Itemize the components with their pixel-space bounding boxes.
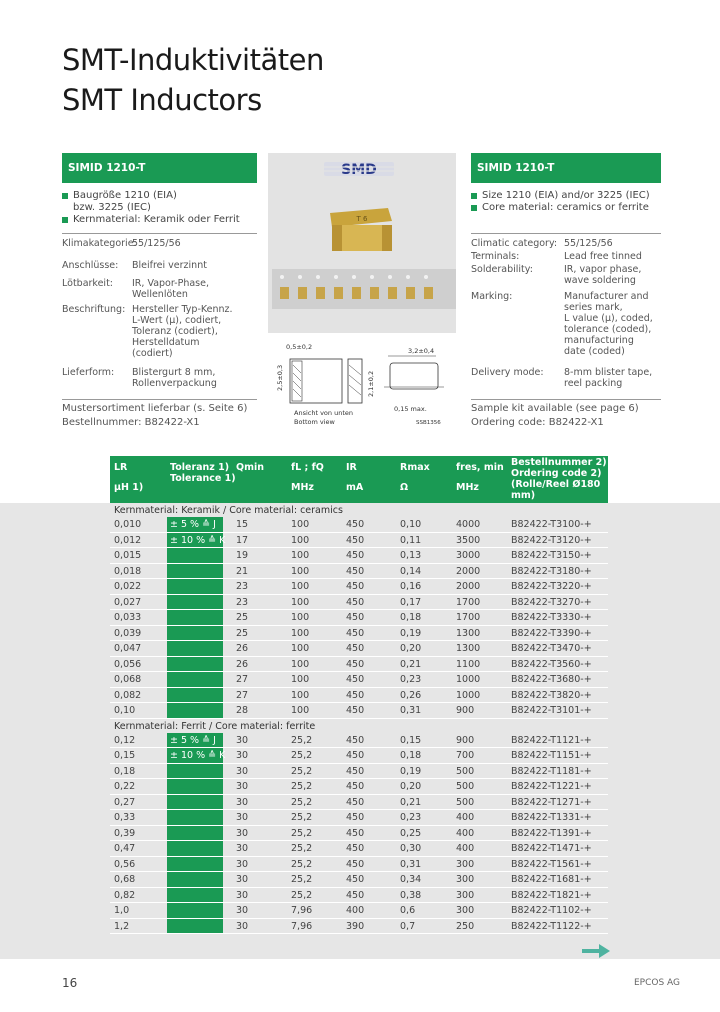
table-cell: 7,96 <box>291 920 313 932</box>
table-cell: 100 <box>291 643 310 654</box>
table-cell: 450 <box>346 705 365 716</box>
left-footer <box>62 402 247 430</box>
table-cell: B82422-T1471-+ <box>511 843 592 854</box>
table-cell: B82422-T3330-+ <box>511 612 592 623</box>
table-row <box>110 641 608 657</box>
table-cell: 450 <box>346 674 365 685</box>
table-cell: 30 <box>236 827 249 839</box>
spec-row: Lötbarkeit: IR, Vapor-Phase, Wellenlöten <box>62 278 209 300</box>
table-cell: 25,2 <box>291 858 313 870</box>
title-german: SMT-Induktivitäten <box>62 43 324 77</box>
table-row <box>110 548 608 564</box>
spec-row: Terminals: Lead free tinned <box>471 251 642 262</box>
table-cell: 25,2 <box>291 874 313 885</box>
table-cell: 450 <box>346 843 365 854</box>
table-cell: 30 <box>236 781 249 792</box>
table-cell: 0,22 <box>114 781 136 792</box>
dimension-label: 0,15 max. <box>394 405 427 413</box>
table-cell: 100 <box>291 519 310 530</box>
table-cell: 450 <box>346 796 365 808</box>
tolerance-value: ± 5 % ≙ J <box>170 519 216 530</box>
table-cell: 450 <box>346 550 365 561</box>
table-cell: 300 <box>456 858 475 870</box>
table-cell: 900 <box>456 734 475 746</box>
table-row <box>110 826 608 842</box>
table-cell: 500 <box>456 796 475 808</box>
table-cell: 0,11 <box>400 534 422 546</box>
section-label: Kernmaterial: Ferrit / Core material: ferrite <box>114 720 316 732</box>
order-code: Ordering code: B82422-X1 <box>471 417 604 428</box>
table-cell: 0,039 <box>114 627 142 639</box>
table-cell: 390 <box>346 920 365 932</box>
table-cell: 25,2 <box>291 889 313 901</box>
table-cell: 0,7 <box>400 920 416 932</box>
table-cell: 0,033 <box>114 612 142 623</box>
table-cell: 25,2 <box>291 734 313 746</box>
table-cell: 0,018 <box>114 565 142 577</box>
table-cell: B82422-T3270-+ <box>511 596 592 608</box>
table-cell: B82422-T1271-+ <box>511 796 592 808</box>
sample-note: Sample kit available (see page 6) <box>471 403 639 414</box>
table-cell: 0,56 <box>114 858 136 870</box>
table-cell: 450 <box>346 565 365 577</box>
left-bullet-1b: bzw. 3225 (IEC) <box>73 202 151 213</box>
section-label: Kernmaterial: Keramik / Core material: ceramics <box>114 505 343 516</box>
table-cell: 30 <box>236 920 249 932</box>
table-cell: 0,14 <box>400 565 422 577</box>
table-cell: 0,25 <box>400 827 422 839</box>
table-cell: 30 <box>236 734 249 746</box>
table-cell: 300 <box>456 889 475 901</box>
table-cell: 450 <box>346 689 365 701</box>
table-cell: 0,26 <box>400 689 422 701</box>
table-cell: 450 <box>346 781 365 792</box>
order-code: Bestellnummer: B82422-X1 <box>62 417 200 428</box>
view-caption: Ansicht von unten <box>294 409 353 417</box>
table-cell: 100 <box>291 705 310 716</box>
table-cell: B82422-T1122-+ <box>511 920 592 932</box>
table-row <box>110 779 608 795</box>
dimension-label: 0,5±0,2 <box>286 343 313 351</box>
table-cell: 0,19 <box>400 627 422 639</box>
table-cell: 450 <box>346 643 365 654</box>
table-cell: B82422-T1102-+ <box>511 905 592 916</box>
table-cell: 0,33 <box>114 812 136 823</box>
table-cell: 30 <box>236 905 249 916</box>
table-cell: 1000 <box>456 674 481 685</box>
table-row <box>110 564 608 580</box>
page-title <box>62 40 324 120</box>
table-cell: 0,10 <box>114 705 136 716</box>
right-bullets <box>471 190 666 214</box>
table-cell: 30 <box>236 765 249 777</box>
table-cell: 450 <box>346 750 365 761</box>
table-header <box>110 456 608 503</box>
table-cell: 30 <box>236 843 249 854</box>
table-cell: 30 <box>236 858 249 870</box>
table-cell: B82422-T1181-+ <box>511 765 592 777</box>
col-qmin: Qmin <box>236 462 264 473</box>
table-row <box>110 857 608 873</box>
table-cell: 25,2 <box>291 765 313 777</box>
table-cell: 450 <box>346 627 365 639</box>
table-cell: 100 <box>291 689 310 701</box>
table-cell: 0,6 <box>400 905 416 916</box>
table-cell: 1700 <box>456 596 481 608</box>
table-cell: 25,2 <box>291 781 313 792</box>
table-cell: 30 <box>236 750 249 761</box>
table-cell: 25,2 <box>291 812 313 823</box>
table-cell: 100 <box>291 581 310 592</box>
table-cell: B82422-T3820-+ <box>511 689 592 701</box>
left-header: SIMID 1210-T <box>62 153 257 183</box>
table-cell: 100 <box>291 534 310 546</box>
table-cell: 0,010 <box>114 519 142 530</box>
table-cell: 26 <box>236 658 249 670</box>
table-cell: 23 <box>236 581 249 592</box>
table-row <box>110 795 608 811</box>
table-cell: 7,96 <box>291 905 313 916</box>
table-cell: 15 <box>236 519 249 530</box>
table-cell: 0,82 <box>114 889 136 901</box>
table-cell: 30 <box>236 874 249 885</box>
table-cell: 450 <box>346 612 365 623</box>
table-cell: 0,17 <box>400 596 422 608</box>
table-cell: 25 <box>236 612 249 623</box>
col-fres: fres, min MHz <box>456 462 504 493</box>
dimension-label: 3,2±0,4 <box>408 347 435 355</box>
view-caption: Bottom view <box>294 418 335 426</box>
table-cell: 30 <box>236 812 249 823</box>
table-cell: 400 <box>456 843 475 854</box>
table-cell: 0,30 <box>400 843 422 854</box>
table-cell: 0,20 <box>400 643 422 654</box>
table-cell: 0,068 <box>114 674 142 685</box>
table-cell: 26 <box>236 643 249 654</box>
table-cell: 400 <box>346 905 365 916</box>
table-cell: B82422-T3680-+ <box>511 674 592 685</box>
table-cell: 100 <box>291 612 310 623</box>
table-cell: 450 <box>346 596 365 608</box>
spec-row: Solderability: IR, vapor phase, wave soldering <box>471 264 642 286</box>
table-cell: 0,18 <box>400 612 422 623</box>
table-row <box>110 610 608 626</box>
table-cell: 1100 <box>456 658 481 670</box>
table-cell: 0,16 <box>400 581 422 592</box>
next-page-arrow-icon <box>582 944 610 958</box>
smd-logo: SMD <box>341 162 377 178</box>
spec-row: Beschriftung: Hersteller Typ-Kennz. L-Wert (µ), codiert, Toleranz (codiert), Herstelldatum (codiert) <box>62 304 233 359</box>
table-cell: 700 <box>456 750 475 761</box>
table-cell: 27 <box>236 674 249 685</box>
table-cell: 25 <box>236 627 249 639</box>
table-cell: 21 <box>236 565 249 577</box>
table-cell: 450 <box>346 827 365 839</box>
table-cell: B82422-T3100-+ <box>511 519 592 530</box>
table-cell: 0,015 <box>114 550 142 561</box>
table-cell: 450 <box>346 812 365 823</box>
table-row <box>110 579 608 595</box>
table-cell: B82422-T1391-+ <box>511 827 592 839</box>
table-cell: 450 <box>346 519 365 530</box>
table-cell: 0,056 <box>114 658 142 670</box>
page-number: 16 <box>62 976 78 990</box>
table-cell: B82422-T1821-+ <box>511 889 592 901</box>
spec-row: Anschlüsse: Bleifrei verzinnt <box>62 260 207 271</box>
table-cell: 100 <box>291 627 310 639</box>
table-row <box>110 672 608 688</box>
dimension-label: 2,1±0,2 <box>367 370 375 397</box>
spec-row: Marking: Manufacturer and series mark, L value (µ), coded, tolerance (coded), manufacturing date (coded) <box>471 291 653 357</box>
table-row <box>110 841 608 857</box>
table-cell: 1300 <box>456 643 481 654</box>
divider <box>62 399 257 400</box>
left-bullet-2: Kernmaterial: Keramik oder Ferrit <box>62 214 262 226</box>
table-cell: 0,10 <box>400 519 422 530</box>
table-cell: 1,2 <box>114 920 130 932</box>
col-rmax: Rmax Ω <box>400 462 430 493</box>
spec-row: Delivery mode: 8-mm blister tape, reel packing <box>471 367 653 389</box>
table-cell: B82422-T3120-+ <box>511 534 592 546</box>
table-cell: 0,18 <box>114 765 136 777</box>
table-cell: 0,022 <box>114 581 142 592</box>
table-cell: 17 <box>236 534 249 546</box>
table-cell: 450 <box>346 581 365 592</box>
table-row <box>110 595 608 611</box>
table-cell: 450 <box>346 765 365 777</box>
table-cell: 0,68 <box>114 874 136 885</box>
table-cell: B82422-T3150-+ <box>511 550 592 561</box>
table-cell: 0,47 <box>114 843 136 854</box>
table-cell: 1300 <box>456 627 481 639</box>
table-cell: 3500 <box>456 534 481 546</box>
tolerance-value: ± 10 % ≙ K <box>170 750 226 761</box>
table-cell: 1700 <box>456 612 481 623</box>
col-tolerance: Toleranz 1) Tolerance 1) <box>170 462 236 484</box>
table-cell: 900 <box>456 705 475 716</box>
table-cell: 0,12 <box>114 734 136 746</box>
table-cell: 0,047 <box>114 643 142 654</box>
drawing-code: SSB1356 <box>416 420 441 426</box>
table-cell: B82422-T3180-+ <box>511 565 592 577</box>
table-cell: 0,012 <box>114 534 142 546</box>
table-row <box>110 657 608 673</box>
table-cell: 23 <box>236 596 249 608</box>
table-cell: 4000 <box>456 519 481 530</box>
table-cell: 250 <box>456 920 475 932</box>
spec-row: Lieferform: Blistergurt 8 mm, Rollenverpackung <box>62 367 217 389</box>
divider <box>471 399 661 400</box>
table-cell: 0,15 <box>114 750 136 761</box>
table-cell: 450 <box>346 534 365 546</box>
right-specs <box>471 238 671 398</box>
table-cell: 450 <box>346 889 365 901</box>
title-english: SMT Inductors <box>62 83 262 117</box>
table-cell: 0,13 <box>400 550 422 561</box>
table-row <box>110 903 608 919</box>
brand-footer: EPCOS AG <box>634 978 681 988</box>
table-cell: B82422-T1681-+ <box>511 874 592 885</box>
right-bullet-2: Core material: ceramics or ferrite <box>471 202 666 214</box>
table-cell: 0,39 <box>114 827 136 839</box>
table-row <box>110 626 608 642</box>
table-cell: 400 <box>456 827 475 839</box>
tolerance-value: ± 5 % ≙ J <box>170 734 216 746</box>
col-freq: fL ; fQ MHz <box>291 462 324 493</box>
table-cell: 25,2 <box>291 750 313 761</box>
table-row <box>110 764 608 780</box>
table-cell: 0,20 <box>400 781 422 792</box>
svg-text:T 6: T 6 <box>356 215 368 223</box>
table-cell: 0,38 <box>400 889 422 901</box>
col-ordering-code: Bestellnummer 2) Ordering code 2) (Rolle/Reel Ø180 mm) <box>511 457 607 501</box>
right-header: SIMID 1210-T <box>471 153 661 183</box>
table-cell: 1000 <box>456 689 481 701</box>
table-cell: 300 <box>456 874 475 885</box>
table-cell: 100 <box>291 674 310 685</box>
table-cell: 0,23 <box>400 674 422 685</box>
dimension-label: 2,5±0,3 <box>276 364 284 391</box>
table-row <box>110 688 608 704</box>
right-bullet-1: Size 1210 (EIA) and/or 3225 (IEC) <box>471 190 666 202</box>
table-cell: 100 <box>291 658 310 670</box>
table-cell: 3000 <box>456 550 481 561</box>
table-cell: B82422-T3101-+ <box>511 705 592 716</box>
table-cell: 2000 <box>456 565 481 577</box>
col-ir: IR mA <box>346 462 364 493</box>
table-cell: 100 <box>291 596 310 608</box>
table-cell: 450 <box>346 874 365 885</box>
table-cell: 30 <box>236 796 249 808</box>
product-image <box>268 153 456 431</box>
table-cell: 0,027 <box>114 596 142 608</box>
table-cell: B82422-T3560-+ <box>511 658 592 670</box>
table-cell: 0,31 <box>400 705 422 716</box>
table-cell: 0,27 <box>114 796 136 808</box>
table-row <box>110 888 608 904</box>
table-cell: B82422-T1221-+ <box>511 781 592 792</box>
table-cell: B82422-T1151-+ <box>511 750 592 761</box>
table-row <box>110 872 608 888</box>
table-cell: B82422-T3390-+ <box>511 627 592 639</box>
table-cell: 100 <box>291 550 310 561</box>
table-row <box>110 919 608 935</box>
table-cell: 450 <box>346 858 365 870</box>
table-cell: 0,34 <box>400 874 422 885</box>
tolerance-value: ± 10 % ≙ K <box>170 534 226 546</box>
left-bullet-1: Baugröße 1210 (EIA) <box>62 190 262 202</box>
table-cell: 28 <box>236 705 249 716</box>
table-cell: 30 <box>236 889 249 901</box>
inductor-illustration <box>268 153 456 431</box>
table-cell: 0,19 <box>400 765 422 777</box>
table-cell: B82422-T1121-+ <box>511 734 592 746</box>
table-cell: B82422-T3220-+ <box>511 581 592 592</box>
table-cell: 19 <box>236 550 249 561</box>
table-cell: B82422-T1561-+ <box>511 858 592 870</box>
table-row <box>110 810 608 826</box>
spec-row: Climatic category: 55/125/56 <box>471 238 613 249</box>
table-cell: 0,15 <box>400 734 422 746</box>
left-specs <box>62 238 262 398</box>
table-cell: 0,21 <box>400 796 422 808</box>
table-cell: 500 <box>456 765 475 777</box>
table-cell: 450 <box>346 734 365 746</box>
spec-row: Klimakategorie: 55/125/56 <box>62 238 181 249</box>
table-cell: 0,31 <box>400 858 422 870</box>
table-cell: 100 <box>291 565 310 577</box>
sample-note: Mustersortiment lieferbar (s. Seite 6) <box>62 403 248 414</box>
divider <box>471 233 661 234</box>
divider <box>62 233 257 234</box>
table-cell: 400 <box>456 812 475 823</box>
col-lr: LR µH 1) <box>114 462 144 493</box>
table-cell: 450 <box>346 658 365 670</box>
table-cell: 2000 <box>456 581 481 592</box>
table-cell: 300 <box>456 905 475 916</box>
table-cell: 500 <box>456 781 475 792</box>
table-cell: 25,2 <box>291 843 313 854</box>
table-cell: 25,2 <box>291 827 313 839</box>
left-bullets <box>62 190 262 226</box>
table-cell: 0,082 <box>114 689 142 701</box>
table-cell: 0,18 <box>400 750 422 761</box>
table-cell: 0,23 <box>400 812 422 823</box>
right-footer <box>471 402 639 430</box>
table-cell: B82422-T1331-+ <box>511 812 592 823</box>
table-cell: 25,2 <box>291 796 313 808</box>
table-cell: B82422-T3470-+ <box>511 643 592 654</box>
table-cell: 27 <box>236 689 249 701</box>
table-row <box>110 703 608 719</box>
table-cell: 1,0 <box>114 905 130 916</box>
table-cell: 0,21 <box>400 658 422 670</box>
